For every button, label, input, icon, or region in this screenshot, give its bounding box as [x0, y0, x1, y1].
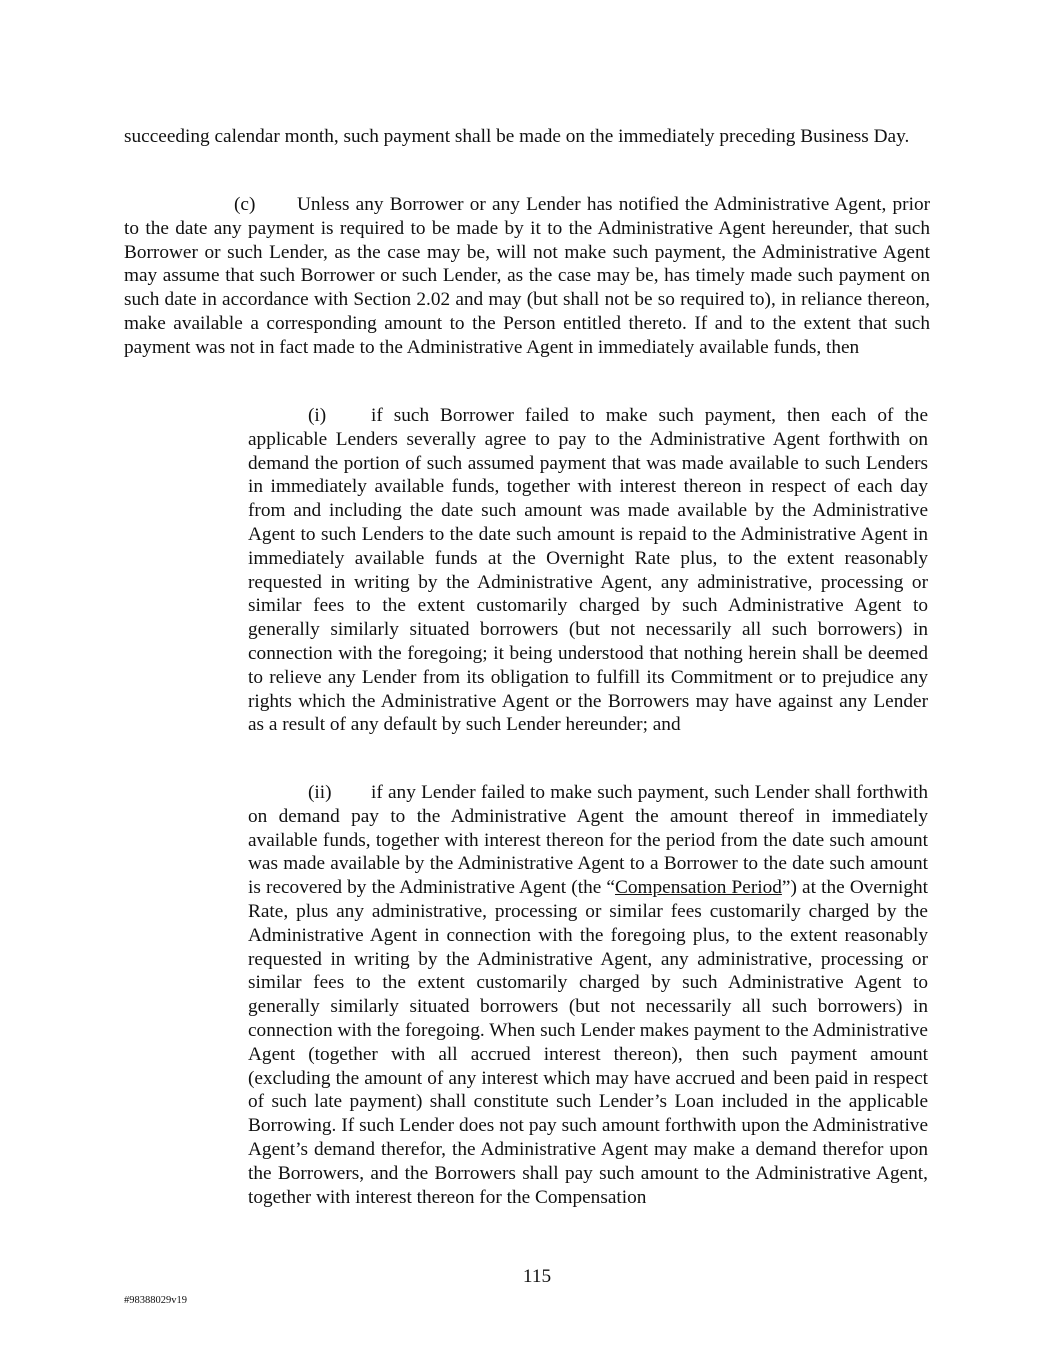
- section-c-text: Unless any Borrower or any Lender has notified the Administrative Agent, prior to the date any payment is required to be made by it to the Administrative Agent hereunder, that such Borrower or such Lender, as the case may be, will not make such payment, the Administrative Agent may assume that such Borrower or such Lender, as the case may be, has timely made such payment on such date in accordance with Section 2.02 and may (but shall not be so required to), in reliance thereon, make available a corresponding amount to the Person entitled thereto. If and to the extent that such payment was not in fact made to the Administrative Agent in immediately available funds, then: [124, 194, 930, 358]
- section-c-paragraph: [124, 193, 930, 360]
- clause-ii-text-after: ”) at the Overnight Rate, plus any administrative, processing or similar fees customarily charged by the Administrative Agent in connection with the foregoing plus, to the extent reasonably requested in writing by the Administrative Agent, any administrative, processing or similar fees to the extent customarily charged by such Administrative Agent to generally similarly situated borrowers (but not necessarily all such borrowers) in connection with the foregoing. When such Lender makes payment to the Administrative Agent (together with all accrued interest thereon), then such payment amount (excluding the amount of any interest which may have accrued and been paid in respect of such late payment) shall constitute such Lender’s Loan included in the applicable Borrowing. If such Lender does not pay such amount forthwith upon the Administrative Agent’s demand therefor, the Administrative Agent may make a demand therefor upon the Borrowers, and the Borrowers shall pay such amount to the Administrative Agent, together with interest thereon for the Compensation: [248, 877, 929, 1208]
- clause-i-text: if such Borrower failed to make such payment, then each of the applicable Lenders severally agree to pay to the Administrative Agent forthwith on demand the portion of such assumed payment that was made available to such Lenders in immediately available funds, together with interest thereon in respect of each day from and including the date such amount was made available by the Administrative Agent to such Lenders to the date such amount is repaid to the Administrative Agent in immediately available funds at the Overnight Rate plus, to the extent reasonably requested in writing by the Administrative Agent, any administrative, processing or similar fees to the extent customarily charged by such Administrative Agent to generally similarly situated borrowers (but not necessarily all such borrowers) in connection with the foregoing; it being understood that nothing herein shall be deemed to relieve any Lender from its obligation to fulfill its Commitment or to prejudice any rights which the Administrative Agent or the Borrowers may have against any Lender as a result of any default by such Lender hereunder; and: [248, 405, 928, 736]
- clause-ii-paragraph: [248, 781, 928, 1209]
- clause-i-label: (i): [308, 405, 327, 426]
- clause-ii-text-before: if any Lender failed to make such payment, such Lender shall forthwith on demand pay to the Administrative Agent the amount thereof in immediately available funds, together with interest thereon for the period from the date such amount was made available by the Administrative Agent to a Borrower to the date such amount is recovered by the Administrative Agent (the “: [248, 782, 928, 899]
- document-id: #98388029v19: [124, 1295, 187, 1306]
- clause-ii-label: (ii): [308, 782, 332, 803]
- continuation-paragraph: [124, 125, 924, 149]
- continuation-text: succeeding calendar month, such payment shall be made on the immediately preceding Business Day.: [124, 126, 910, 147]
- section-c-label: (c): [234, 194, 256, 215]
- clause-i-paragraph: [248, 404, 928, 737]
- page-number: 115: [522, 1266, 552, 1287]
- defined-term-compensation-period: Compensation Period: [615, 877, 782, 899]
